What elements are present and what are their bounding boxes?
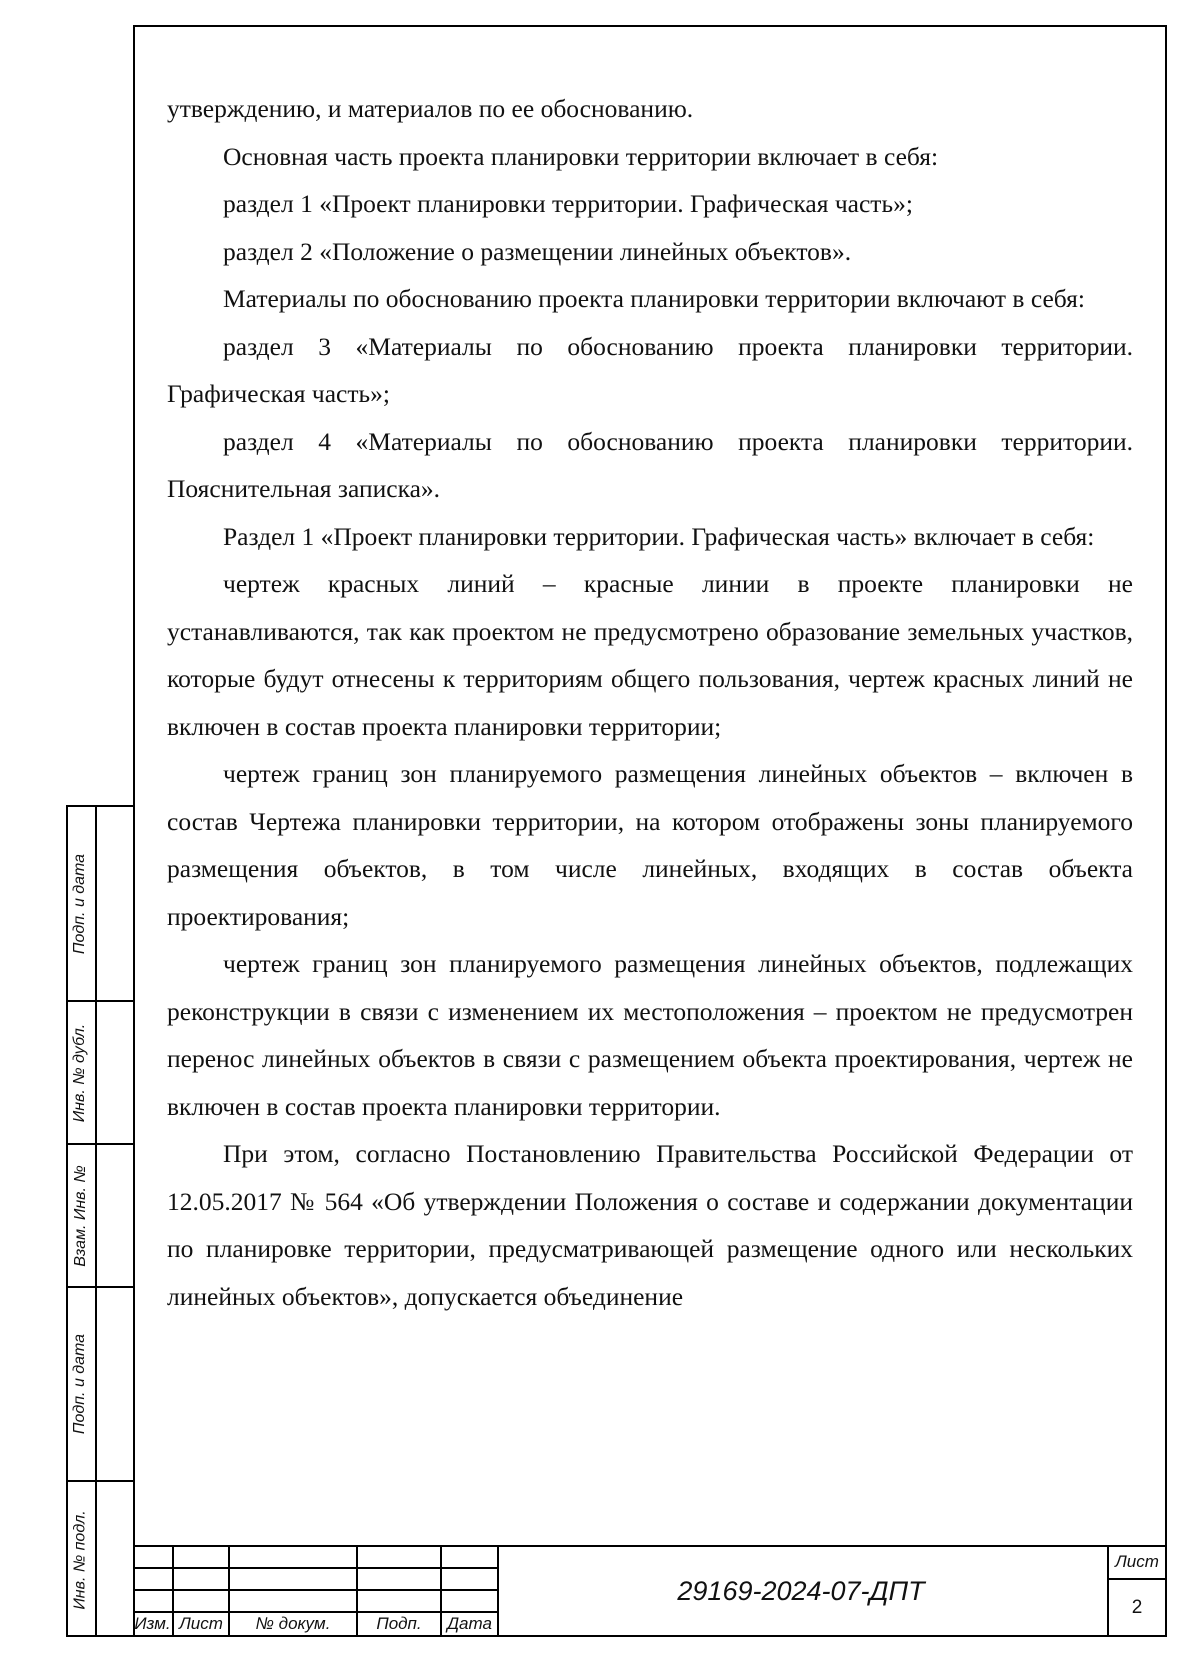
header-doc-number: № докум. (255, 1613, 331, 1633)
paragraph: раздел 1 «Проект планировки территории. Графическая часть»; (223, 189, 913, 218)
paragraph: Основная часть проекта планировки территории включает в себя: (223, 141, 939, 171)
paragraph: чертеж красных линий – красные линии в проекте планировки не устанавливаются, так как проектом не предусмотрено образование земельных участков, которые будут отнесены к территориям общего пользования, чертеж красных линий не включен в состав проекта планировки территории; (167, 569, 1133, 741)
strip-label-dup-inv: Инв. № дубл. (71, 1023, 89, 1122)
paragraph: Материалы по обоснованию проекта планировки территории включают в себя: (223, 284, 1085, 313)
paragraph: чертеж границ зон планируемого размещения линейных объектов – включен в состав Чертежа планировки территории, на котором отображены зоны планируемого размещения объектов, в том числе линейных, входящих в состав объекта проектирования; (167, 759, 1133, 931)
strip-label-orig-inv: Инв. № подл. (71, 1509, 89, 1610)
header-sign: Подп. (376, 1613, 422, 1633)
paragraph: Раздел 1 «Проект планировки территории. Графическая часть» включает в себя: (223, 521, 1095, 551)
paragraph: При этом, согласно Постановлению Правительства Российской Федерации от 12.05.2017 № 564 «Об утверждении Положения о составе и содержании документации по планировке территории, предусматривающей размещение одного или нескольких линейных объектов», допускается объединение (167, 1139, 1133, 1311)
paragraph: раздел 2 «Положение о размещении линейных объектов». (223, 236, 852, 266)
sheet-label: Лист (1115, 1552, 1159, 1571)
paragraph: утверждению, и материалов по ее обоснованию. (167, 94, 694, 123)
header-date: Дата (447, 1613, 492, 1633)
paragraph: раздел 4 «Материалы по обоснованию проекта планировки территории. Пояснительная записка». (167, 426, 1133, 503)
margin-strip-divider (95, 805, 97, 1637)
strip-label-sign-date: Подп. и дата (71, 1333, 89, 1435)
paragraph: чертеж границ зон планируемого размещения линейных объектов, подлежащих реконструкции в связи с изменением их местоположения – проектом не предусмотрен перенос линейных объектов в связи с размещением объекта проектирования, чертеж не включен в состав проекта планировки территории. (167, 949, 1133, 1121)
header-izm: Изм. (134, 1613, 171, 1633)
header-list: Лист (179, 1613, 223, 1633)
paragraph: раздел 3 «Материалы по обоснованию проекта планировки территории. Графическая часть»; (167, 331, 1133, 408)
title-block-line (133, 1589, 497, 1591)
body-text (167, 85, 1133, 1320)
strip-label-replace-inv: Взам. Инв. № (71, 1164, 89, 1267)
sheet-number: 2 (1131, 1597, 1143, 1618)
document-code: 29169-2024-07-ДПТ (677, 1575, 925, 1606)
strip-label-sign-date: Подп. и дата (71, 853, 89, 954)
title-block-line (133, 1567, 497, 1569)
